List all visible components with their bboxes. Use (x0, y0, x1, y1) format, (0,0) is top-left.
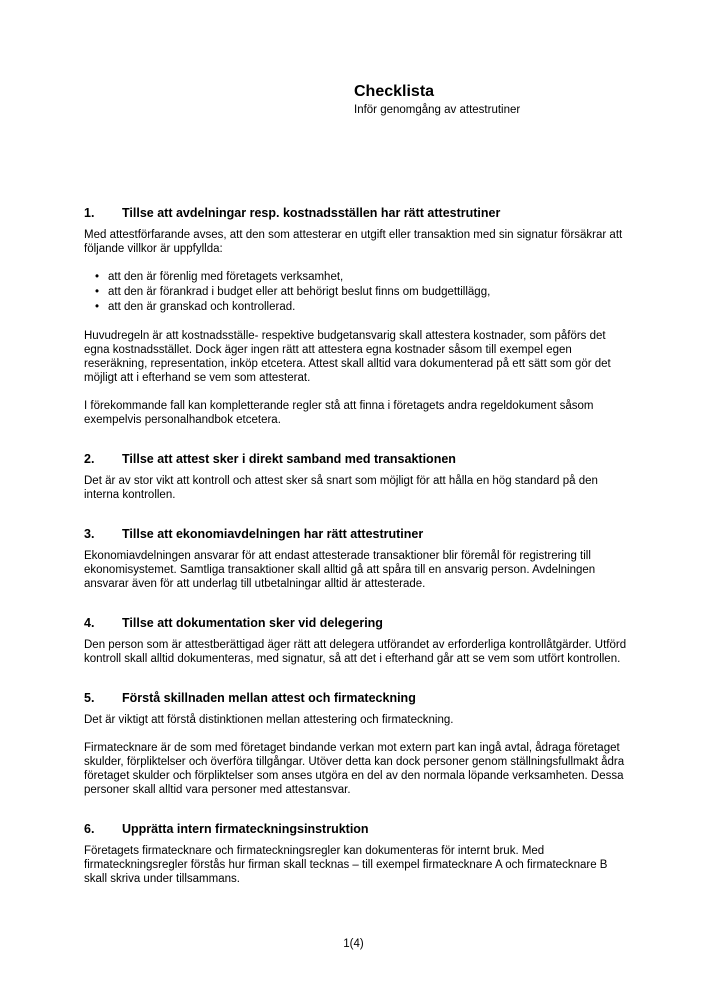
paragraph: Företagets firmatecknare och firmateckningsregler kan dokumenteras för internt bruk. Med firmateckningsregler förstås hur firman skall tecknas – till exempel firmatecknare A och firmatecknare B skall skriva under tillsammans. (84, 844, 608, 885)
section-heading-text: Upprätta intern firmateckningsinstruktion (122, 821, 369, 836)
section-number: 1. (84, 205, 95, 220)
paragraph: Den person som är attestberättigad äger rätt att delegera utförandet av erforderliga kontrollåtgärder. Utförd kontroll skall alltid dokumenteras, med signatur, så att det i efterhand går att se vem som utfört kontrollen. (84, 638, 627, 665)
section-number: 4. (84, 615, 95, 630)
section-heading-text: Tillse att attest sker i direkt samband med transaktionen (122, 451, 456, 466)
section-4 (84, 616, 627, 680)
document-title: Checklista (354, 83, 435, 100)
section-heading-text: Tillse att avdelningar resp. kostnadsställen har rätt attestrutiner (122, 205, 501, 220)
document-body (84, 206, 627, 900)
paragraph: Firmatecknare är de som med företaget bindande verkan mot extern part kan ingå avtal, ådraga företaget skulder, förpliktelser och överföra tillgångar. Utöver detta kan dock personer genom ställningsfullmakt ådra företaget skulder och förpliktelser som anses utgöra en del av den normala löpande verksamheten. Dessa personer skall alltid vara personer med attestansvar. (84, 741, 625, 796)
page-number: 1(4) (343, 938, 364, 950)
paragraph: Ekonomiavdelningen ansvarar för att endast attesterade transaktioner blir föremål för registrering till ekonomisystemet. Samtliga transaktioner skall alltid gå att spåra till en ansvarig person. Avdelningen ansvarar även för att underlag till utbetalningar alltid är attesterade. (84, 549, 596, 590)
section-heading-text: Tillse att dokumentation sker vid delegering (122, 615, 383, 630)
document-subtitle: Inför genomgång av attestrutiner (354, 104, 521, 117)
section-number: 2. (84, 451, 95, 466)
section-3 (84, 527, 627, 605)
paragraph: Med attestförfarande avses, att den som attesterar en utgift eller transaktion med sin signatur försäkrar att följande villkor är uppfyllda: (84, 228, 623, 255)
section-heading (84, 452, 627, 467)
paragraph: I förekommande fall kan kompletterande regler stå att finna i företagets andra regeldokument såsom exempelvis personalhandbok etcetera. (84, 399, 594, 426)
section-heading (84, 616, 627, 631)
section-heading (84, 691, 627, 706)
paragraph: Det är av stor vikt att kontroll och attest sker så snart som möjligt för att hålla en hög standard på den interna kontrollen. (84, 474, 598, 501)
bullet-item: • att den är förenlig med företagets verksamhet, (84, 270, 627, 285)
paragraph: Huvudregeln är att kostnadsställe- respektive budgetansvarig skall attestera kostnader, som påförs det egna kostnadsstället. Dock äger ingen rätt att attestera egna kostnader såsom till exempel egen reseräkning, representation, inköp etcetera. Attest skall alltid vara dokumenterad på ett sätt som gör det möjligt att i efterhand se vem som attesterat. (84, 329, 611, 384)
section-5 (84, 691, 627, 811)
section-1 (84, 206, 627, 441)
section-6 (84, 822, 627, 900)
section-number: 5. (84, 690, 95, 705)
section-number: 3. (84, 526, 95, 541)
section-heading-text: Förstå skillnaden mellan attest och firmateckning (122, 690, 416, 705)
title-block (354, 0, 707, 118)
paragraph: Det är viktigt att förstå distinktionen mellan attestering och firmateckning. (84, 713, 454, 726)
bullet-list (84, 270, 627, 315)
section-heading (84, 822, 627, 837)
section-2 (84, 452, 627, 516)
section-heading (84, 206, 627, 221)
bullet-item: • att den är förankrad i budget eller att behörigt beslut finns om budgettillägg, (84, 285, 627, 300)
bullet-item: • att den är granskad och kontrollerad. (84, 300, 627, 315)
section-heading-text: Tillse att ekonomiavdelningen har rätt attestrutiner (122, 526, 424, 541)
section-heading (84, 527, 627, 542)
section-number: 6. (84, 821, 95, 836)
